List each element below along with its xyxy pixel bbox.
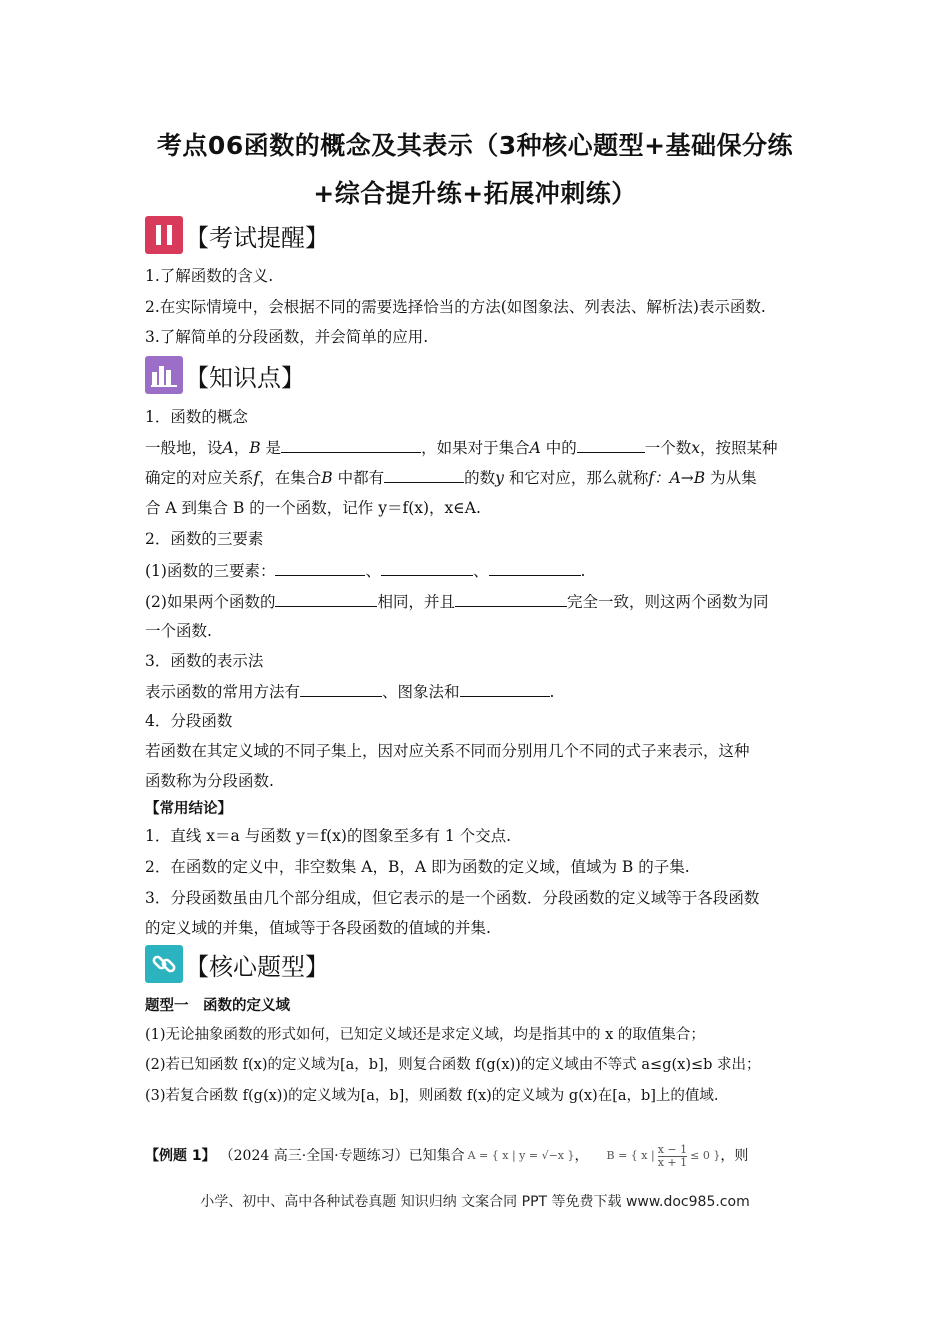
- then-text: ，则: [720, 1148, 749, 1164]
- link-icon: [145, 945, 183, 983]
- conclusions-title: 【常用结论】: [145, 801, 232, 817]
- blank: [281, 437, 421, 453]
- section-exam-title: 【考试提醒】: [185, 223, 329, 252]
- blank: [300, 681, 382, 697]
- knowledge-para-5: (2)如果两个函数的 相同，并且 完全一致，则这两个函数为同: [145, 593, 769, 611]
- exam-item-1: 1.了解函数的含义.: [145, 267, 274, 285]
- knowledge-para-9: 函数称为分段函数.: [145, 772, 274, 790]
- section-knowledge-header: [145, 355, 305, 395]
- blank: [275, 591, 377, 607]
- blank: [489, 560, 581, 576]
- core-rule-1: (1)无论抽象函数的形式如何，已知定义域还是求定义域，均是指其中的 x 的取值集合；: [145, 1027, 705, 1043]
- blank: [460, 681, 550, 697]
- blank: [275, 560, 365, 576]
- knowledge-para-4: (1)函数的三要素： 、 、 .: [145, 562, 586, 580]
- conclusion-1: 1．直线 x＝a 与函数 y＝f(x)的图象至多有 1 个交点.: [145, 827, 512, 845]
- knowledge-para-7: 表示函数的常用方法有 、图象法和 .: [145, 683, 555, 701]
- page-title-line2: +综合提升练+拓展冲刺练）: [313, 179, 637, 208]
- example-1: [145, 1143, 815, 1169]
- blank: [381, 560, 473, 576]
- conclusion-3b: 的定义域的并集，值域等于各段函数的值域的并集.: [145, 919, 491, 937]
- question-type-1: 题型一 函数的定义域: [145, 998, 290, 1014]
- knowledge-para-2: 确定的对应关系f，在集合B 中都有 的数y 和它对应，那么就称f：A→B 为从集: [145, 469, 757, 487]
- bar-chart-icon: [145, 356, 183, 394]
- section-core-title: 【核心题型】: [185, 952, 329, 981]
- exam-item-2: 2.在实际情境中，会根据不同的需要选择恰当的方法(如图象法、列表法、解析法)表示函数.: [145, 298, 766, 316]
- set-a-formula: A = { x | y = √−x }: [467, 1149, 575, 1162]
- section-core-header: [145, 944, 329, 984]
- core-rule-3: (3)若复合函数 f(g(x))的定义域为[a，b]，则函数 f(x)的定义域为 g(x)在[a，b]上的值域.: [145, 1088, 719, 1104]
- knowledge-para-3: 合 A 到集合 B 的一个函数，记作 y＝f(x)，x∈A.: [145, 499, 481, 517]
- blank: [384, 467, 464, 483]
- conclusion-2: 2．在函数的定义中，非空数集 A，B，A 即为函数的定义域，值域为 B 的子集.: [145, 858, 690, 876]
- core-rule-2: (2)若已知函数 f(x)的定义域为[a，b]，则复合函数 f(g(x))的定义域由不等式 a≤g(x)≤b 求出；: [145, 1057, 761, 1073]
- knowledge-heading-1: 1．函数的概念: [145, 408, 248, 426]
- knowledge-para-8: 若函数在其定义域的不同子集上，因对应关系不同而分别用几个不同的式子来表示，这种: [145, 742, 750, 760]
- conclusion-3a: 3．分段函数虽由几个部分组成，但它表示的是一个函数．分段函数的定义域等于各段函数: [145, 889, 760, 907]
- exam-item-3: 3.了解简单的分段函数，并会简单的应用.: [145, 328, 429, 346]
- knowledge-para-6: 一个函数.: [145, 622, 212, 640]
- blank: [455, 591, 567, 607]
- page-title-line1: 考点06函数的概念及其表示（3种核心题型+基础保分练: [156, 131, 794, 160]
- blank: [577, 437, 645, 453]
- example-label: 【例题 1】: [145, 1148, 216, 1164]
- section-exam-header: [145, 215, 329, 255]
- knowledge-para-1: 一般地，设A，B 是 ，如果对于集合A 中的 一个数x，按照某种: [145, 439, 778, 457]
- example-source: （2024 高三·全国·专题练习）已知集合: [219, 1148, 465, 1164]
- knowledge-heading-4: 4．分段函数: [145, 712, 233, 730]
- pause-icon: [145, 216, 183, 254]
- page-footer: 小学、初中、高中各种试卷真题 知识归纳 文案合同 PPT 等免费下载 www.doc985.com: [200, 1194, 750, 1210]
- knowledge-heading-3: 3．函数的表示法: [145, 652, 264, 670]
- set-b-formula: B = { x | $\frac{x - 1}{x + 1}$ ≤ 0 }: [606, 1142, 721, 1169]
- comma: ，: [574, 1148, 589, 1164]
- knowledge-heading-2: 2．函数的三要素: [145, 530, 264, 548]
- section-knowledge-title: 【知识点】: [185, 363, 305, 392]
